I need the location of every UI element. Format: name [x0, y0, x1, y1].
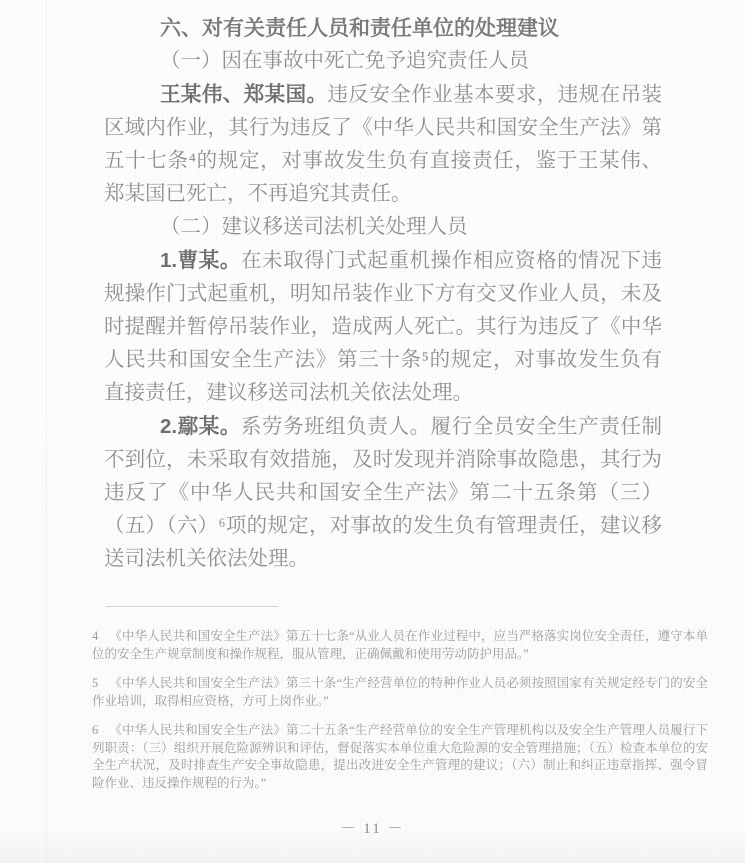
footnote-number: 4 [92, 629, 99, 643]
footnote-number: 5 [92, 676, 99, 690]
footnote-6 [92, 722, 708, 792]
footnote-separator [106, 606, 278, 607]
paragraph-text: 系劳务班组负责人。履行全员安全生产责任制不到位，未采取有效措施，及时发现并消除事故隐患，其行为违反了《中华人民共和国安全生产法》第二十五条第（三）（五）（六）⁶项的规定，对事故的发生负有管理责任，建议移送司法机关依法处理。 [104, 416, 662, 570]
section-heading: 六、对有关责任人员和责任单位的处理建议 [160, 17, 559, 40]
subsection-heading-2: （二）建议移送司法机关处理人员 [160, 216, 468, 238]
footnotes-block [92, 628, 708, 792]
footnote-text: 《中华人民共和国安全生产法》第三十条“生产经营单位的特种作业人员必须按照国家有关规定经专门的安全作业培训，取得相应资格，方可上岗作业。” [92, 676, 708, 708]
page-number: － 11 － [340, 821, 405, 837]
scan-edge-artifact [46, 0, 47, 863]
footnote-text: 《中华人民共和国安全生产法》第五十七条“从业人员在作业过程中，应当严格落实岗位安全责任，遵守本单位的安全生产规章制度和操作规程，服从管理，正确佩戴和使用劳动防护用品。” [92, 629, 708, 661]
footnote-text: 《中华人民共和国安全生产法》第二十五条“生产经营单位的安全生产管理机构以及安全生产管理人员履行下列职责：（三）组织开展危险源辨识和评估，督促落实本单位重大危险源的安全管理措施；（五）检查本单位的安全生产状况，及时排查生产安全事故隐患，提出改进安全生产管理的建议；（六）制止和纠正违章指挥、强令冒险作业、违反操作规程的行为。” [92, 723, 708, 790]
paragraph-person-cao [104, 244, 662, 410]
subsection-heading-1: （一）因在事故中死亡免予追究责任人员 [160, 50, 529, 72]
paragraph-person-yan [104, 410, 662, 576]
body-text-block [104, 12, 662, 576]
footnote-4 [92, 628, 708, 663]
person-name-bold: 2.鄢某。 [160, 415, 241, 438]
paragraph-deceased-persons [104, 78, 662, 211]
footnote-5 [92, 675, 708, 710]
person-names-bold: 王某伟、郑某国。 [160, 83, 328, 106]
footnote-number: 6 [92, 723, 99, 737]
paragraph-text: 违反安全作业基本要求，违规在吊装区域内作业，其行为违反了《中华人民共和国安全生产法》第五十七条⁴的规定，对事故发生负有直接责任，鉴于王某伟、郑某国已死亡，不再追究其责任。 [104, 84, 663, 205]
person-name-bold: 1.曹某。 [160, 249, 241, 272]
paragraph-text: 在未取得门式起重机操作相应资格的情况下违规操作门式起重机，明知吊装作业下方有交叉作业人员，未及时提醒并暂停吊装作业，造成两人死亡。其行为违反了《中华人民共和国安全生产法》第三十条⁵的规定，对事故发生负有直接责任，建议移送司法机关依法处理。 [104, 250, 662, 404]
